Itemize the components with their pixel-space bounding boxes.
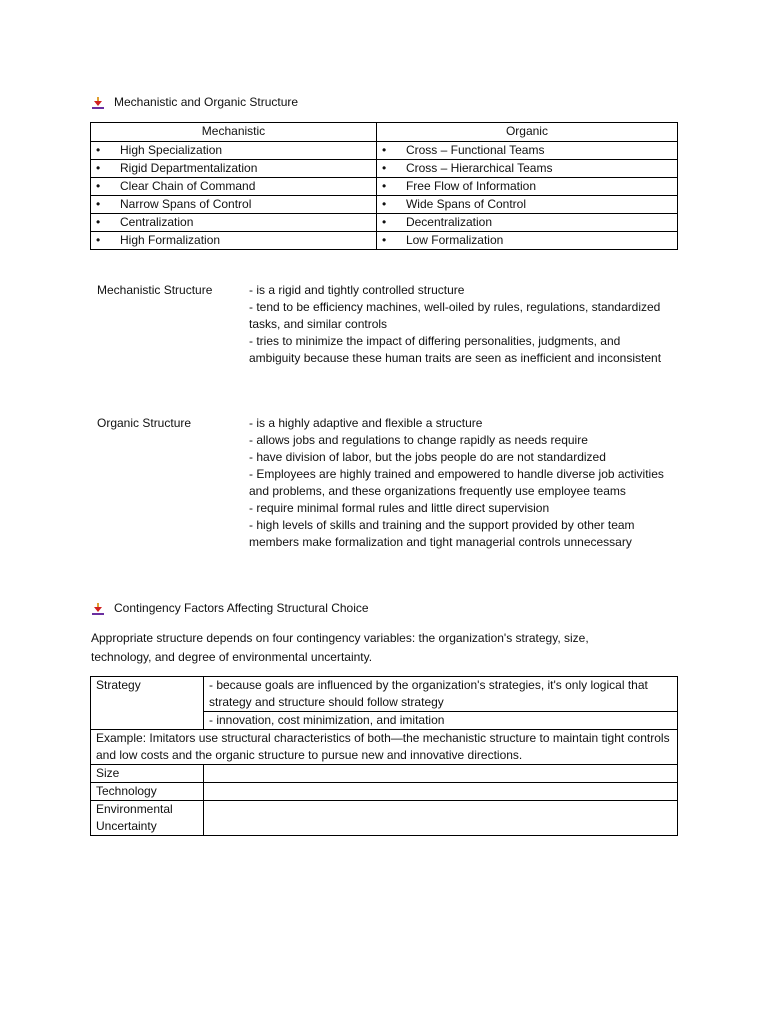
definition-term: Mechanistic Structure: [97, 283, 213, 297]
definition-line: - is a highly adaptive and flexible a structure: [249, 416, 483, 430]
column-header: Mechanistic: [91, 123, 377, 142]
section-heading-structure: [91, 94, 298, 111]
definition-line: - high levels of skills and training and the support provided by other team members make formalization and tight managerial controls unnecessary: [249, 518, 635, 549]
definition-description: [249, 282, 669, 367]
table-row: [91, 677, 678, 712]
cell-text: Decentralization: [405, 215, 492, 229]
empty-cell: [204, 765, 678, 783]
cell-text: Cross – Hierarchical Teams: [405, 161, 553, 175]
strategy-detail: - because goals are influenced by the organization's strategies, it's only logical that strategy and structure should follow strategy: [204, 677, 678, 712]
table-row: [91, 214, 678, 232]
bullet-icon: •: [381, 179, 387, 193]
empty-cell: [204, 801, 678, 836]
definition-line: - tend to be efficiency machines, well-oiled by rules, regulations, standardized tasks, and similar controls: [249, 300, 661, 331]
bullet-icon: •: [96, 215, 101, 229]
table-header-row: [91, 123, 678, 142]
table-row: [91, 196, 678, 214]
definition-line: - allows jobs and regulations to change rapidly as needs require: [249, 433, 588, 447]
bullet-icon: •: [381, 197, 387, 211]
down-arrow-icon: [91, 602, 105, 616]
definition-organic: [97, 415, 669, 551]
table-row: [91, 783, 678, 801]
section-heading-contingency: [91, 600, 369, 617]
definition-line: - is a rigid and tightly controlled structure: [249, 283, 465, 297]
cell-text: Wide Spans of Control: [405, 197, 527, 211]
definition-line: - have division of labor, but the jobs people do are not standardized: [249, 450, 606, 464]
section-title: Mechanistic and Organic Structure: [114, 95, 299, 109]
table-row: [91, 730, 678, 765]
environment-label: Environmental Uncertainty: [91, 801, 204, 836]
column-header: Organic: [376, 123, 677, 142]
bullet-icon: •: [96, 233, 101, 247]
contingency-table: [90, 676, 678, 836]
definition-line: - Employees are highly trained and empowered to handle diverse job activities and problems, and these organizations frequently use employee teams: [249, 467, 664, 498]
cell-text: High Specialization: [120, 143, 223, 157]
table-row: [91, 765, 678, 783]
bullet-icon: •: [381, 161, 387, 175]
bullet-icon: •: [381, 143, 387, 157]
technology-label: Technology: [91, 783, 204, 801]
down-arrow-icon: [91, 96, 105, 110]
cell-text: Clear Chain of Command: [120, 179, 256, 193]
cell-text: Narrow Spans of Control: [120, 197, 252, 211]
cell-text: High Formalization: [120, 233, 221, 247]
intro-paragraph: Appropriate structure depends on four contingency variables: the organization's strategy, size, technology, and degree of environmental uncertainty.: [91, 631, 589, 664]
cell-text: Cross – Functional Teams: [405, 143, 545, 157]
strategy-detail: - innovation, cost minimization, and imitation: [204, 712, 678, 730]
bullet-icon: •: [96, 197, 101, 211]
cell-text: Rigid Departmentalization: [120, 161, 258, 175]
table-row: [91, 178, 678, 196]
cell-text: Free Flow of Information: [405, 179, 537, 193]
cell-text: Centralization: [120, 215, 194, 229]
bullet-icon: •: [381, 215, 387, 229]
definition-line: - require minimal formal rules and little direct supervision: [249, 501, 550, 515]
bullet-icon: •: [96, 161, 101, 175]
example-text: Example: Imitators use structural characteristics of both—the mechanistic structure to maintain tight controls and low costs and the organic structure to pursue new and innovative directions.: [91, 730, 678, 765]
definition-line: - tries to minimize the impact of differing personalities, judgments, and ambiguity because these human traits are seen as inefficient and inconsistent: [249, 334, 662, 365]
definition-description: [249, 415, 669, 551]
table-row: [91, 160, 678, 178]
section-title: Contingency Factors Affecting Structural Choice: [114, 601, 369, 615]
comparison-table: [90, 122, 678, 250]
cell-text: Low Formalization: [405, 233, 504, 247]
definition-mechanistic: [97, 282, 669, 367]
definition-term: Organic Structure: [97, 416, 192, 430]
table-row: [91, 232, 678, 250]
strategy-label: Strategy: [91, 677, 204, 730]
size-label: Size: [91, 765, 204, 783]
bullet-icon: •: [381, 233, 387, 247]
bullet-icon: •: [96, 179, 101, 193]
table-row: [91, 801, 678, 836]
table-row: [91, 142, 678, 160]
bullet-icon: •: [96, 143, 101, 157]
empty-cell: [204, 783, 678, 801]
